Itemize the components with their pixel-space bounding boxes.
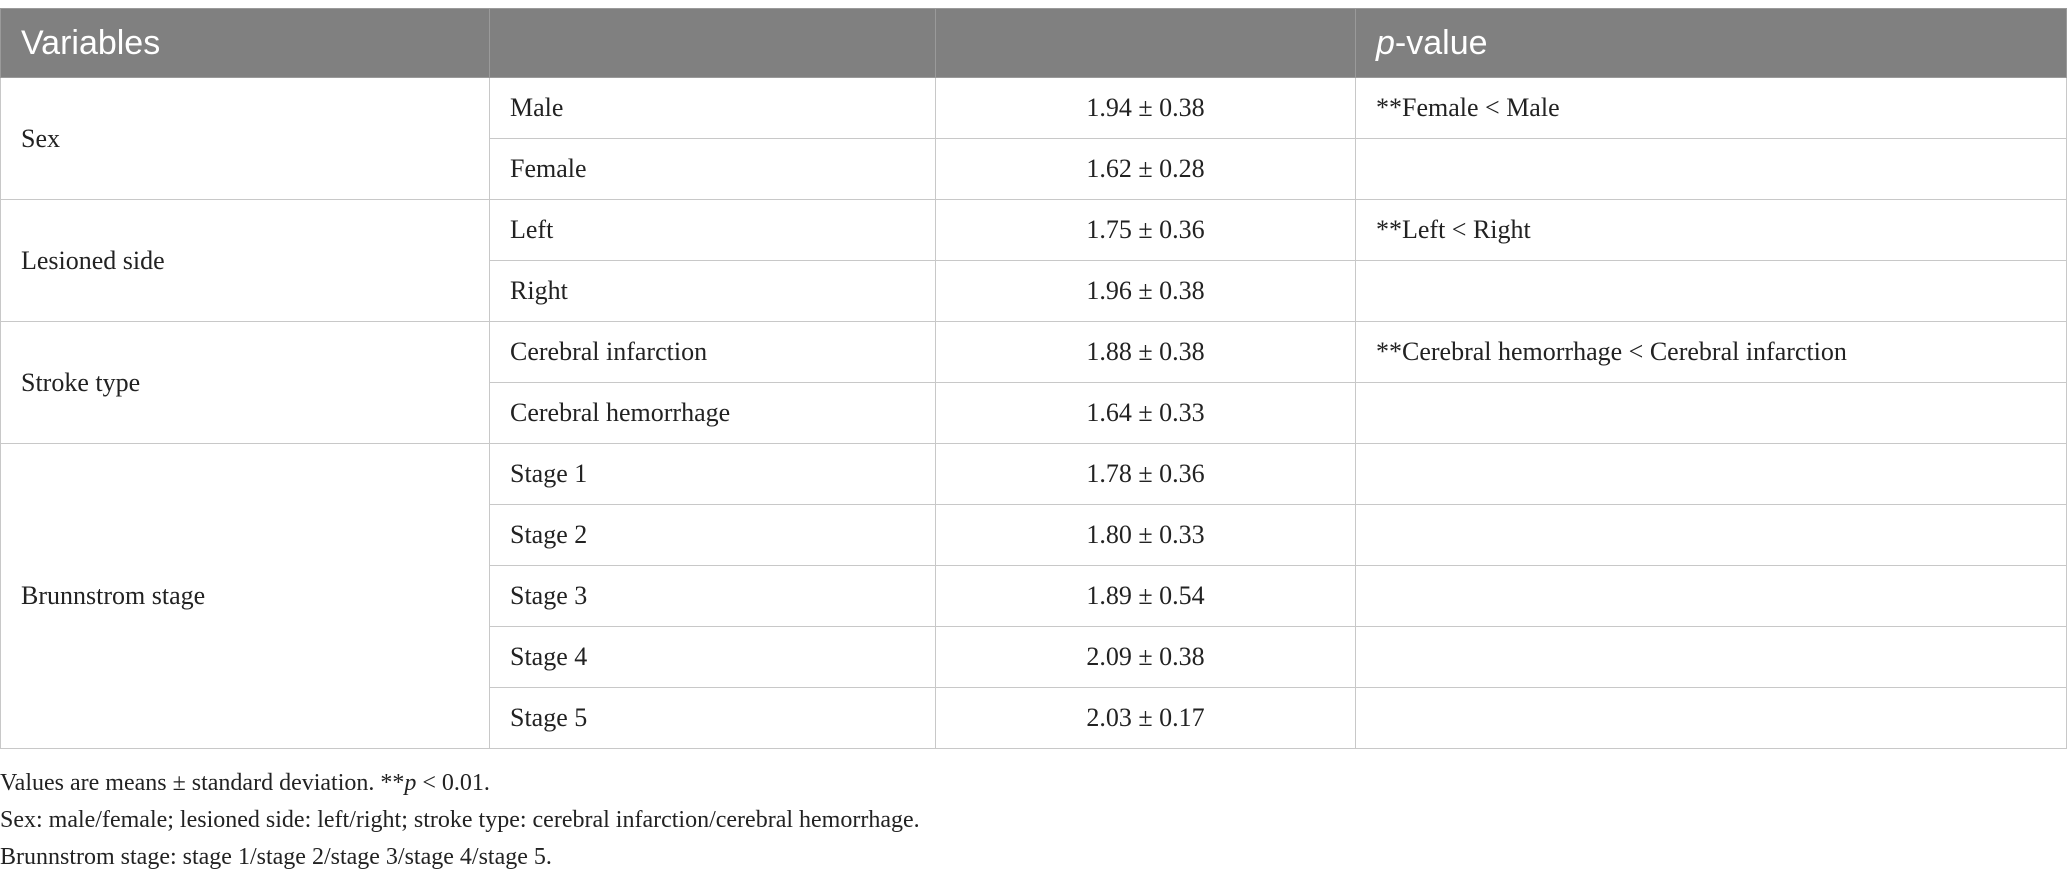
- header-value: [936, 9, 1356, 78]
- level-cell: Stage 5: [490, 688, 936, 749]
- table-footnotes: [0, 765, 2060, 876]
- p-value-cell: **Left < Right: [1356, 200, 2067, 261]
- table-row: [1, 322, 2067, 383]
- header-p-rest: -value: [1394, 23, 1488, 62]
- variable-cell-lesioned-side: Lesioned side: [1, 200, 490, 322]
- p-value-cell: [1356, 505, 2067, 566]
- footnote-threshold: < 0.01.: [416, 770, 490, 796]
- footnote-values: [0, 765, 2060, 802]
- level-cell: Stage 3: [490, 566, 936, 627]
- p-value-cell: [1356, 627, 2067, 688]
- value-cell: 1.94 ± 0.38: [936, 78, 1356, 139]
- results-table: [0, 8, 2067, 749]
- header-level: [490, 9, 936, 78]
- p-value-cell: [1356, 261, 2067, 322]
- level-cell: Right: [490, 261, 936, 322]
- value-cell: 1.75 ± 0.36: [936, 200, 1356, 261]
- level-cell: Cerebral infarction: [490, 322, 936, 383]
- variable-cell-brunnstrom-stage: Brunnstrom stage: [1, 444, 490, 749]
- footnote-categories: Sex: male/female; lesioned side: left/right; stroke type: cerebral infarction/cerebral hemorrhage.: [0, 807, 920, 833]
- value-cell: 1.89 ± 0.54: [936, 566, 1356, 627]
- level-cell: Cerebral hemorrhage: [490, 383, 936, 444]
- value-cell: 1.64 ± 0.33: [936, 383, 1356, 444]
- value-cell: 1.96 ± 0.38: [936, 261, 1356, 322]
- level-cell: Left: [490, 200, 936, 261]
- value-cell: 1.62 ± 0.28: [936, 139, 1356, 200]
- level-cell: Male: [490, 78, 936, 139]
- p-value-cell: **Female < Male: [1356, 78, 2067, 139]
- table-row: [1, 444, 2067, 505]
- p-value-cell: **Cerebral hemorrhage < Cerebral infarction: [1356, 322, 2067, 383]
- footnote-p-italic: p: [404, 770, 417, 796]
- variable-cell-stroke-type: Stroke type: [1, 322, 490, 444]
- value-cell: 1.78 ± 0.36: [936, 444, 1356, 505]
- footnote-values-text: Values are means ± standard deviation. **: [0, 770, 405, 796]
- header-variables: Variables: [1, 9, 490, 78]
- footnote-brunnstrom: Brunnstrom stage: stage 1/stage 2/stage 3/stage 4/stage 5.: [0, 844, 552, 870]
- p-value-cell: [1356, 383, 2067, 444]
- p-value-cell: [1356, 566, 2067, 627]
- value-cell: 1.88 ± 0.38: [936, 322, 1356, 383]
- level-cell: Stage 2: [490, 505, 936, 566]
- value-cell: 2.03 ± 0.17: [936, 688, 1356, 749]
- level-cell: Stage 1: [490, 444, 936, 505]
- variable-cell-sex: Sex: [1, 78, 490, 200]
- table-row: [1, 78, 2067, 139]
- table-body: [1, 78, 2067, 749]
- table-row: [1, 200, 2067, 261]
- value-cell: 1.80 ± 0.33: [936, 505, 1356, 566]
- p-value-cell: [1356, 444, 2067, 505]
- table-header: [1, 9, 2067, 78]
- value-cell: 2.09 ± 0.38: [936, 627, 1356, 688]
- p-value-cell: [1356, 139, 2067, 200]
- level-cell: Stage 4: [490, 627, 936, 688]
- header-p-italic: p: [1376, 23, 1395, 62]
- header-row: [1, 9, 2067, 78]
- header-p-value: [1356, 9, 2067, 78]
- p-value-cell: [1356, 688, 2067, 749]
- level-cell: Female: [490, 139, 936, 200]
